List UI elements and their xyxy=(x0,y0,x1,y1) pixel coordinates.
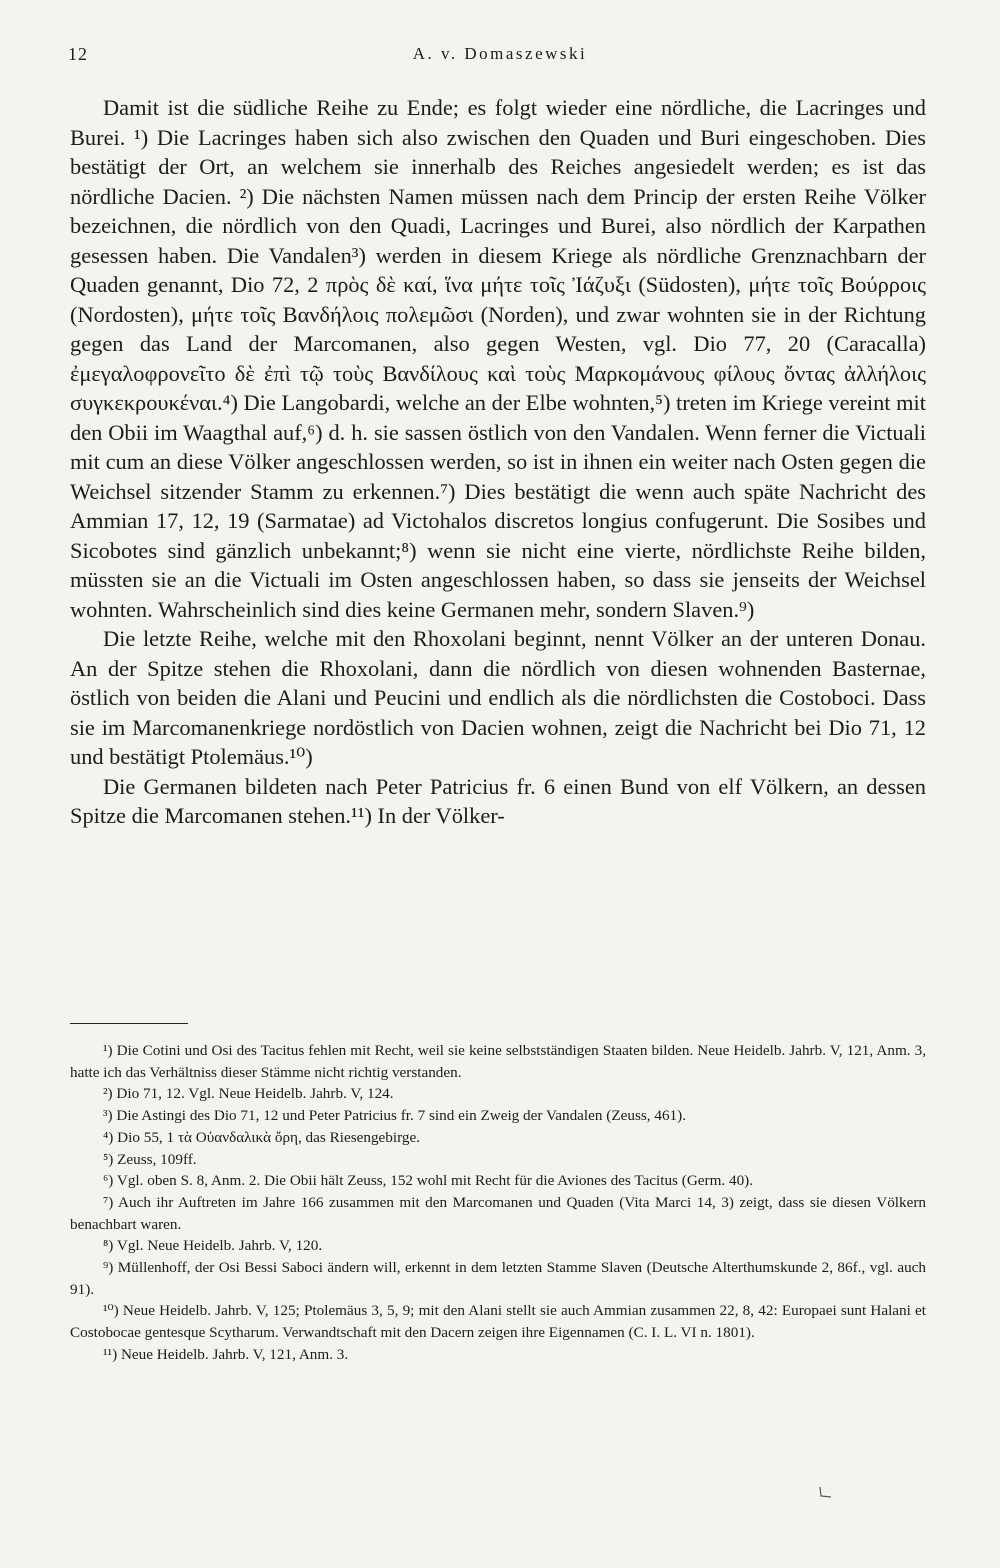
footnote-5: ⁵) Zeuss, 109ff. xyxy=(103,1150,197,1168)
footnote-10: ¹⁰) Neue Heidelb. Jahrb. V, 125; Ptolemäus 3, 5, 9; mit den Alani stellt sie auch Ammian zusammen 22, 8, 42: Europaei sunt Halani et Costobocae gentesque Scytharum. Verwandtschaft mit den Dacern zeigen ihre Eigennamen (C. I. L. VI n. 1801). xyxy=(70,1302,926,1342)
footnote-2: ²) Dio 71, 12. Vgl. Neue Heidelb. Jahrb. V, 124. xyxy=(103,1085,394,1103)
paragraph-1: Damit ist die südliche Reihe zu Ende; es folgt wieder eine nördliche, die Lacringes und Burei. ¹) Die Lacringes haben sich also zwischen den Quaden und Buri eingeschoben. Dies bestätigt der Ort, an welchem sie innerhalb des Reiches angesiedelt werden; es ist das nördliche Dacien. ²) Die nächsten Namen müssen nach dem Princip der ersten Reihe Völker bezeichnen, die nördlich von den Quadi, Lacringes und Burei, also nördlich der Karpathen gesessen haben. Die Vandalen³) werden in diesem Kriege als nördliche Grenznachbarn der Quaden genannt, Dio 72, 2 πρὸς δὲ καί, ἵνα μήτε τοῖς Ἰάζυξι (Südosten), μήτε τοῖς Βούρροις (Nordosten), μήτε τοῖς Βανδήλοις πολεμῶσι (Norden), und zwar wohnten sie in der Richtung gegen das Land der Marcomanen, also gegen Westen, vgl. Dio 77, 20 (Caracalla) ἐμεγαλοφρονεῖτο δὲ ἐπὶ τῷ τοὺς Βανδίλους καὶ τοὺς Μαρκομάνους φίλους ὄντας ἀλλήλοις συγκεκρουκέναι.⁴) Die Langobardi, welche an der Elbe wohnten,⁵) treten im Kriege vereint mit den Obii im Waagthal auf,⁶) d. h. sie sassen östlich von den Vandalen. Wenn ferner die Victuali mit cum an diese Völker angeschlossen werden, so ist in ihnen ein weiter nach Osten gegen die Weichsel sitzender Stamm zu erkennen.⁷) Dies bestätigt die wenn auch späte Nachricht des Ammian 17, 12, 19 (Sarmatae) ad Victohalos discretos longius confugerunt. Die Sosibes und Sicobotes sind gänzlich unbekannt;⁸) wenn sie nicht eine vierte, nördlichste Reihe bilden, müssten sie an die Victuali im Osten angeschlossen haben, so dass sie jenseits der Weichsel wohnten. Wahrscheinlich sind dies keine Germanen mehr, sondern Slaven.⁹) xyxy=(70,95,926,622)
footnote-separator xyxy=(70,1023,188,1024)
running-head: A. v. Domaszewski xyxy=(412,44,588,63)
paragraph-2: Die letzte Reihe, welche mit den Rhoxolani beginnt, nennt Völker an der unteren Donau. An der Spitze stehen die Rhoxolani, dann die nördlich von diesen wohnenden Basternae, östlich von beiden die Alani und Peucini und endlich als die nördlichsten die Costoboci. Dass sie im Marcomanenkriege nordöstlich von Dacien wohnen, zeigt die Nachricht bei Dio 71, 12 und bestätigt Ptolemäus.¹⁰) xyxy=(70,626,926,769)
main-text xyxy=(70,93,926,831)
footnote-7: ⁷) Auch ihr Auftreten im Jahre 166 zusammen mit den Marcomanen und Quaden (Vita Marci 14, 3) zeigt, dass sie diesen Völkern benachbart waren. xyxy=(70,1193,926,1233)
page-header xyxy=(68,44,932,74)
footnote-4: ⁴) Dio 55, 1 τὰ Οὐανδαλικὰ ὄρη, das Riesengebirge. xyxy=(103,1128,421,1146)
page-number: 12 xyxy=(68,44,88,64)
paragraph-3: Die Germanen bildeten nach Peter Patricius fr. 6 einen Bund von elf Völkern, an dessen Spitze die Marcomanen stehen.¹¹) In der Völker- xyxy=(70,773,926,828)
footnote-3: ³) Die Astingi des Dio 71, 12 und Peter Patricius fr. 7 sind ein Zweig der Vandalen (Zeuss, 461). xyxy=(103,1107,686,1125)
footnote-8: ⁸) Vgl. Neue Heidelb. Jahrb. V, 120. xyxy=(103,1237,323,1255)
footnote-11: ¹¹) Neue Heidelb. Jahrb. V, 121, Anm. 3. xyxy=(103,1345,349,1363)
pencil-mark xyxy=(818,1486,832,1498)
footnote-6: ⁶) Vgl. oben S. 8, Anm. 2. Die Obii hält Zeuss, 152 wohl mit Recht für die Aviones des Tacitus (Germ. 40). xyxy=(103,1172,754,1190)
footnote-9: ⁹) Müllenhoff, der Osi Bessi Saboci ändern will, erkennt in dem letzten Stamme Slaven (Deutsche Alterthumskunde 2, 86f., vgl. auch 91). xyxy=(70,1259,926,1298)
footnote-1: ¹) Die Cotini und Osi des Tacitus fehlen mit Recht, weil sie keine selbstständigen Staaten bilden. Neue Heidelb. Jahrb. V, 121, Anm. 3, hatte ich das Verhältniss dieser Stämme nicht richtig verstanden. xyxy=(70,1042,926,1081)
footnotes xyxy=(70,1040,926,1366)
